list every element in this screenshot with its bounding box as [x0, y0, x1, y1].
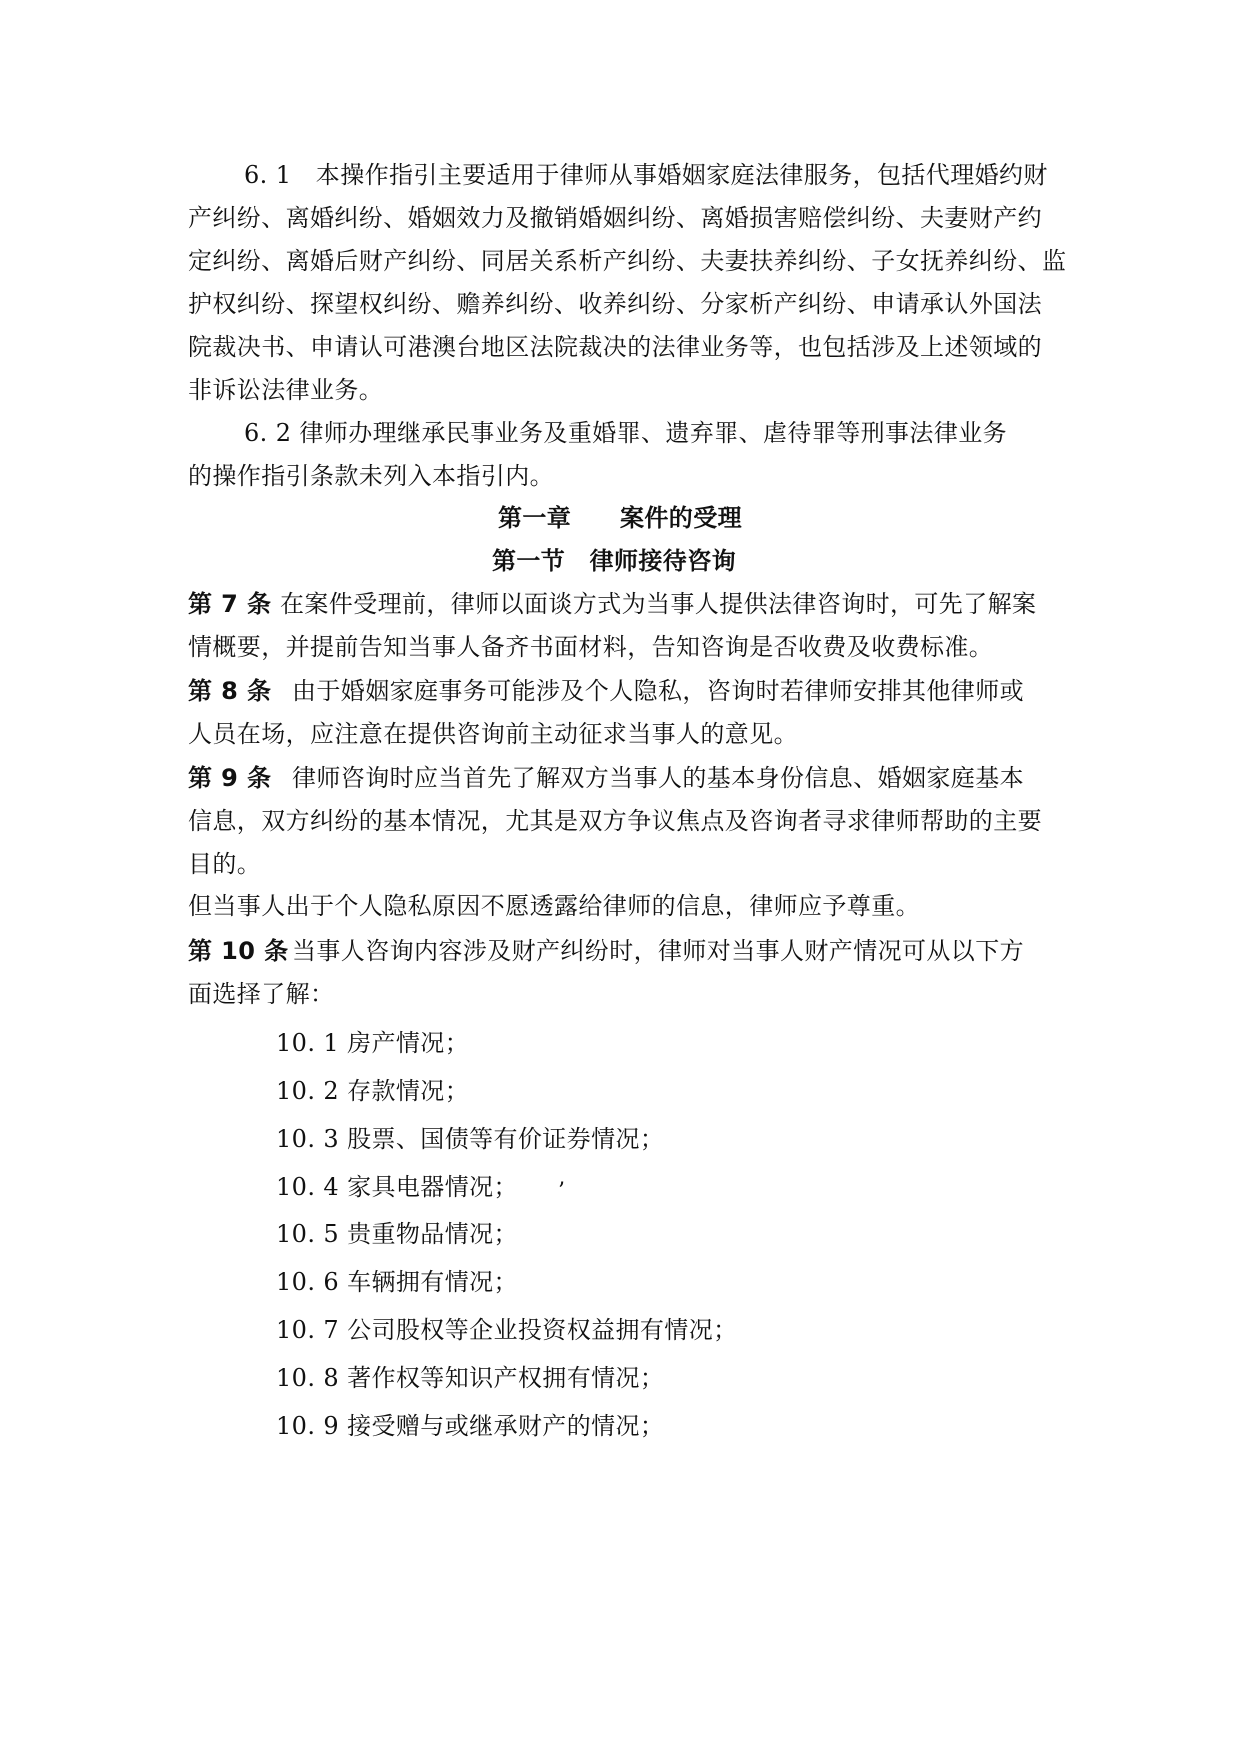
paragraph-6-1-line: 6. 1 本操作指引主要适用于律师从事婚姻家庭法律服务，包括代理婚约财	[244, 161, 1048, 189]
article-10-label: 第 10 条	[188, 937, 289, 965]
section-title: 第一节 律师接待咨询	[492, 547, 736, 575]
article-7-text: 在案件受理前，律师以面谈方式为当事人提供法律咨询时，可先了解案	[280, 590, 1037, 618]
list-item: 10. 7 公司股权等企业投资权益拥有情况；	[276, 1316, 738, 1344]
list-item: 10. 4 家具电器情况；	[276, 1173, 518, 1201]
paragraph-6-2-line: 的操作指引条款未列入本指引内。	[188, 462, 554, 490]
stray-mark: ’	[558, 1179, 566, 1204]
paragraph-6-1-line: 护权纠纷、探望权纠纷、赡养纠纷、收养纠纷、分家析产纠纷、申请承认外国法	[188, 290, 1042, 318]
list-item: 10. 3 股票、国债等有价证券情况；	[276, 1125, 665, 1153]
article-9-label: 第 9 条	[188, 764, 272, 792]
list-item: 10. 6 车辆拥有情况；	[276, 1268, 518, 1296]
article-8-first-line	[188, 675, 1024, 707]
article-8-text: 由于婚姻家庭事务可能涉及个人隐私，咨询时若律师安排其他律师或	[292, 677, 1024, 705]
article-10-first-line	[188, 935, 1024, 967]
article-9-line: 但当事人出于个人隐私原因不愿透露给律师的信息，律师应予尊重。	[188, 892, 920, 920]
paragraph-6-2-line: 6. 2 律师办理继承民事业务及重婚罪、遗弃罪、虐待罪等刑事法律业务	[244, 419, 1008, 447]
article-9-line: 目的。	[188, 850, 262, 878]
article-8-label: 第 8 条	[188, 677, 272, 705]
article-7-first-line	[188, 588, 1036, 620]
article-7-line: 情概要，并提前告知当事人备齐书面材料，告知咨询是否收费及收费标准。	[188, 633, 994, 661]
chapter-title: 第一章 案件的受理	[498, 504, 742, 532]
article-9-first-line	[188, 762, 1024, 794]
paragraph-6-1-line: 定纠纷、离婚后财产纠纷、同居关系析产纠纷、夫妻扶养纠纷、子女抚养纠纷、监	[188, 247, 1067, 275]
list-item: 10. 2 存款情况；	[276, 1077, 470, 1105]
paragraph-6-1-line: 非诉讼法律业务。	[188, 376, 384, 404]
article-7-label: 第 7 条	[188, 590, 272, 618]
paragraph-6-1-line: 院裁决书、申请认可港澳台地区法院裁决的法律业务等，也包括涉及上述领域的	[188, 333, 1042, 361]
paragraph-6-1-line: 产纠纷、离婚纠纷、婚姻效力及撤销婚姻纠纷、离婚损害赔偿纠纷、夫妻财产约	[188, 204, 1042, 232]
list-item: 10. 9 接受赠与或继承财产的情况；	[276, 1412, 665, 1440]
list-item: 10. 5 贵重物品情况；	[276, 1220, 518, 1248]
article-10-line: 面选择了解：	[188, 980, 335, 1008]
article-9-line: 信息，双方纠纷的基本情况，尤其是双方争议焦点及咨询者寻求律师帮助的主要	[188, 807, 1042, 835]
list-item: 10. 1 房产情况；	[276, 1029, 470, 1057]
article-9-text: 律师咨询时应当首先了解双方当事人的基本身份信息、婚姻家庭基本	[292, 764, 1024, 792]
article-10-text: 当事人咨询内容涉及财产纠纷时，律师对当事人财产情况可从以下方	[292, 937, 1024, 965]
list-item: 10. 8 著作权等知识产权拥有情况；	[276, 1364, 665, 1392]
article-8-line: 人员在场，应注意在提供咨询前主动征求当事人的意见。	[188, 720, 798, 748]
